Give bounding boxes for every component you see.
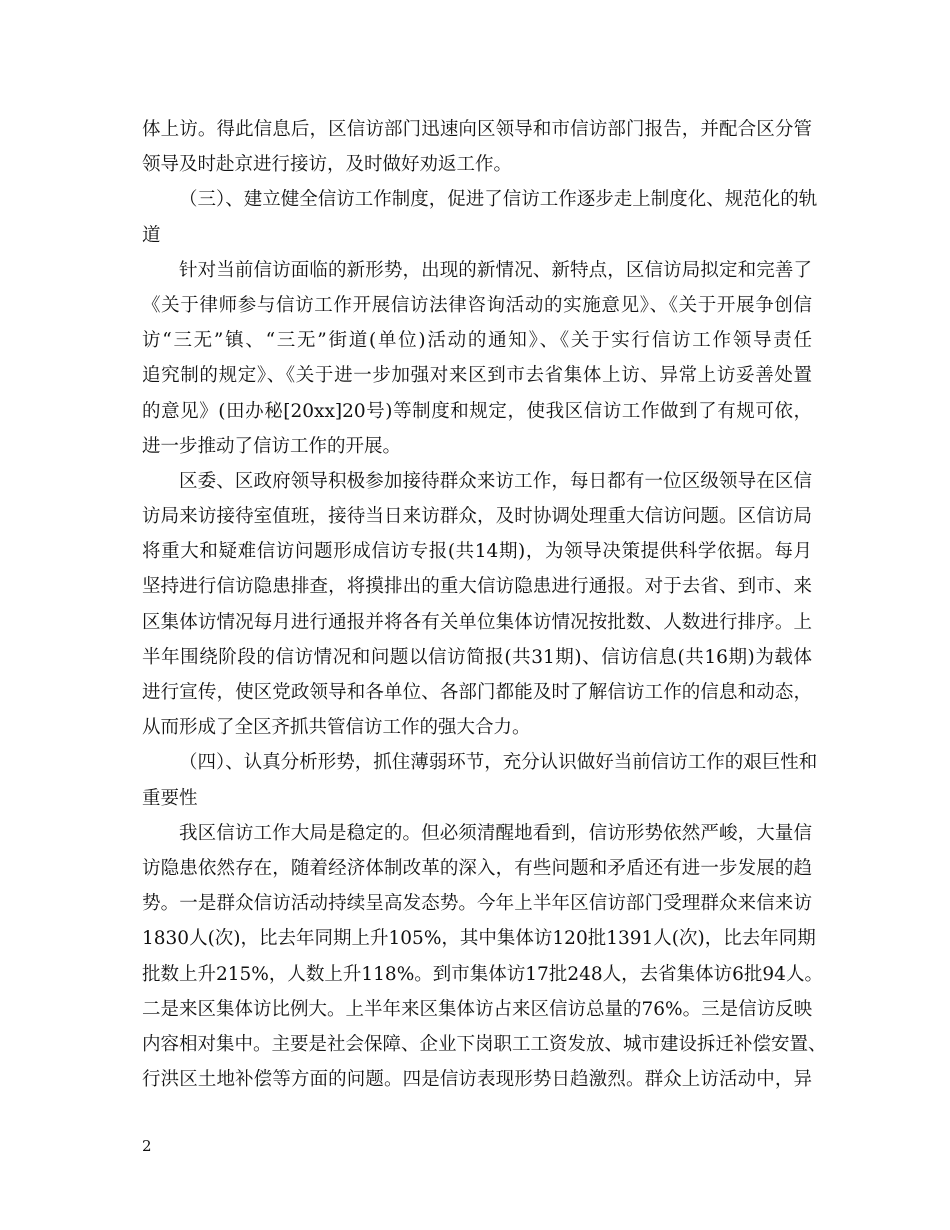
text-line: 访局来访接待室值班，接待当日来访群众，及时协调处理重大信访问题。区信访局 bbox=[142, 506, 812, 528]
text-line: 体上访。得此信息后，区信访部门迅速向区领导和市信访部门报告，并配合区分管 bbox=[142, 119, 812, 140]
text-line: （四）、认真分析形势，抓住薄弱环节，充分认识做好当前信访工作的艰巨性和 bbox=[179, 752, 818, 774]
page-number: 2 bbox=[142, 1137, 152, 1155]
text-line: 进行宣传，使区党政领导和各单位、各部门都能及时了解信访工作的信息和动态， bbox=[142, 682, 812, 703]
document-body bbox=[142, 112, 827, 1097]
text-line: 重要性 bbox=[142, 787, 198, 809]
text-line: 的意见》(田办秘[20xx]20号)等制度和规定，使我区信访工作做到了有规可依， bbox=[142, 400, 812, 422]
text-line: 区委、区政府领导积极参加接待群众来访工作，每日都有一位区级领导在区信 bbox=[179, 470, 812, 492]
text-line: 道 bbox=[142, 224, 161, 246]
text-line: 区集体访情况每月进行通报并将各有关单位集体访情况按批数、人数进行排序。上 bbox=[142, 611, 812, 633]
text-line: 行洪区土地补偿等方面的问题。四是信访表现形势日趋激烈。群众上访活动中，异 bbox=[142, 1069, 812, 1091]
text-line: 将重大和疑难信访问题形成信访专报(共14期)，为领导决策提供科学依据。每月 bbox=[142, 541, 812, 563]
text-line: 进一步推动了信访工作的开展。 bbox=[142, 435, 402, 457]
text-line: 半年围绕阶段的信访情况和问题以信访简报(共31期)、信访信息(共16期)为载体 bbox=[142, 646, 812, 668]
text-line: 二是来区集体访比例大。上半年来区集体访占来区信访总量的76%。三是信访反映 bbox=[142, 998, 813, 1020]
text-line: 追究制的规定》、《关于进一步加强对来区到市去省集体上访、异常上访妥善处置 bbox=[142, 365, 812, 387]
text-line: 访隐患依然存在，随着经济体制改革的深入，有些问题和矛盾还有进一步发展的趋 bbox=[142, 857, 812, 879]
text-line: 我区信访工作大局是稳定的。但必须清醒地看到，信访形势依然严峻，大量信 bbox=[179, 822, 812, 844]
text-line: 针对当前信访面临的新形势，出现的新情况、新特点，区信访局拟定和完善了 bbox=[179, 259, 812, 281]
text-line: 《关于律师参与信访工作开展信访法律咨询活动的实施意见》、《关于开展争创信 bbox=[142, 294, 812, 316]
text-line: （三）、建立健全信访工作制度，促进了信访工作逐步走上制度化、规范化的轨 bbox=[179, 189, 818, 211]
text-line: 势。一是群众信访活动持续呈高发态势。今年上半年区信访部门受理群众来信来访 bbox=[142, 893, 812, 915]
text-line: 内容相对集中。主要是社会保障、企业下岗职工工资发放、城市建设拆迁补偿安置、 bbox=[142, 1033, 827, 1055]
text-line: 领导及时赴京进行接访，及时做好劝返工作。 bbox=[142, 154, 513, 176]
text-line: 1830人(次)，比去年同期上升105%，其中集体访120批1391人(次)，比去年同期 bbox=[142, 928, 816, 950]
text-line: 访“三无”镇、“三无”街道(单位)活动的通知》、《关于实行信访工作领导责任 bbox=[142, 330, 812, 352]
text-line: 批数上升215%，人数上升118%。到市集体访17批248人，去省集体访6批94人。 bbox=[142, 963, 823, 985]
text-line: 从而形成了全区齐抓共管信访工作的强大合力。 bbox=[142, 717, 531, 739]
text-line: 坚持进行信访隐患排查，将摸排出的重大信访隐患进行通报。对于去省、到市、来 bbox=[142, 576, 812, 598]
